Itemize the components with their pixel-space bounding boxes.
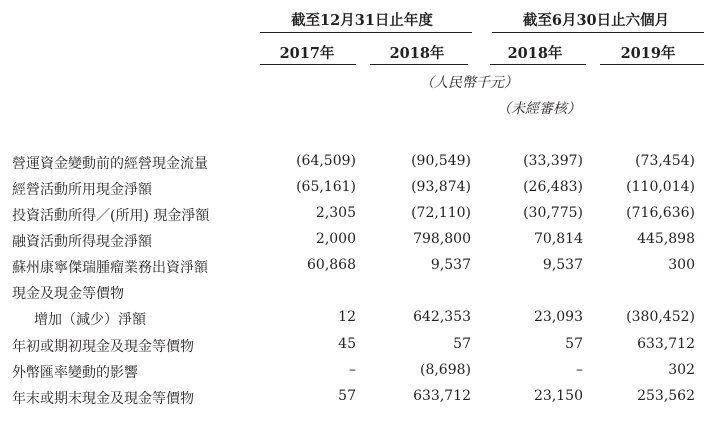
row-label: 蘇州康寧傑瑞腫瘤業務出資淨額 [12, 260, 208, 276]
audit-note: （未經審核） [497, 101, 581, 117]
row-value-col-4: 633,712 [637, 336, 695, 352]
row-value-col-1: 57 [338, 388, 356, 404]
row-label: 現金及現金等價物 [12, 286, 124, 302]
period-header-full-year: 截至12月31日止年度 [291, 12, 433, 29]
row-value-col-1: (65,161) [296, 179, 356, 195]
row-value-col-1: (64,509) [296, 153, 356, 169]
year-header-2: 2018年 [389, 45, 445, 62]
row-label: 年末或期末現金及現金等價物 [12, 391, 194, 407]
row-label: 年初或期初現金及現金等價物 [12, 339, 194, 355]
year-rule-4 [600, 64, 704, 65]
row-value-col-4: (380,452) [626, 309, 695, 325]
row-value-col-1: 60,868 [307, 257, 356, 273]
row-value-col-3: 9,537 [542, 257, 583, 273]
row-value-col-2: (90,549) [411, 153, 471, 169]
row-label: 經營活動所用現金淨額 [12, 182, 152, 198]
row-value-col-1: 2,000 [315, 231, 356, 247]
row-value-col-3: 70,814 [534, 231, 583, 247]
row-value-col-1: – [349, 362, 356, 378]
row-value-col-4: (73,454) [635, 153, 695, 169]
header-rule-half-year [492, 32, 704, 33]
row-value-col-4: 302 [668, 362, 695, 378]
row-value-col-1: 2,305 [315, 205, 356, 221]
row-label: 外幣匯率變動的影響 [12, 365, 138, 381]
row-value-col-4: 253,562 [637, 388, 695, 404]
row-value-col-3: 57 [565, 336, 583, 352]
row-value-col-4: 445,898 [637, 231, 695, 247]
row-value-col-4: (110,014) [626, 179, 695, 195]
row-value-col-4: (716,636) [626, 205, 695, 221]
row-value-col-3: (33,397) [523, 153, 583, 169]
row-value-col-2: 633,712 [413, 388, 471, 404]
year-header-4: 2019年 [620, 45, 676, 62]
row-value-col-3: (26,483) [523, 179, 583, 195]
row-label: 營運資金變動前的經營現金流量 [12, 156, 208, 172]
row-label: 投資活動所得／(所用) 現金淨額 [12, 208, 210, 224]
row-value-col-2: (93,874) [411, 179, 471, 195]
row-value-col-2: 798,800 [413, 231, 471, 247]
year-rule-3 [490, 64, 586, 65]
row-value-col-1: 45 [338, 336, 356, 352]
period-header-half-year: 截至6月30日止六個月 [522, 12, 670, 29]
year-header-3: 2018年 [507, 45, 563, 62]
row-value-col-4: 300 [668, 257, 695, 273]
row-value-col-1: 12 [338, 309, 356, 325]
row-label: 融資活動所得現金淨額 [12, 234, 152, 250]
year-header-1: 2017年 [279, 45, 335, 62]
row-value-col-3: (30,775) [523, 205, 583, 221]
row-value-col-3: 23,150 [534, 388, 583, 404]
row-value-col-3: – [576, 362, 583, 378]
row-value-col-3: 23,093 [534, 309, 583, 325]
row-value-col-2: 57 [453, 336, 471, 352]
year-rule-2 [370, 64, 468, 65]
row-value-col-2: 9,537 [430, 257, 471, 273]
row-value-col-2: (8,698) [419, 362, 471, 378]
header-rule-full-year [260, 32, 472, 33]
unit-note: （人民幣千元） [420, 75, 518, 91]
row-label: 增加（減少）淨額 [34, 312, 146, 328]
row-value-col-2: 642,353 [413, 309, 471, 325]
row-value-col-2: (72,110) [411, 205, 471, 221]
year-rule-1 [260, 64, 356, 65]
